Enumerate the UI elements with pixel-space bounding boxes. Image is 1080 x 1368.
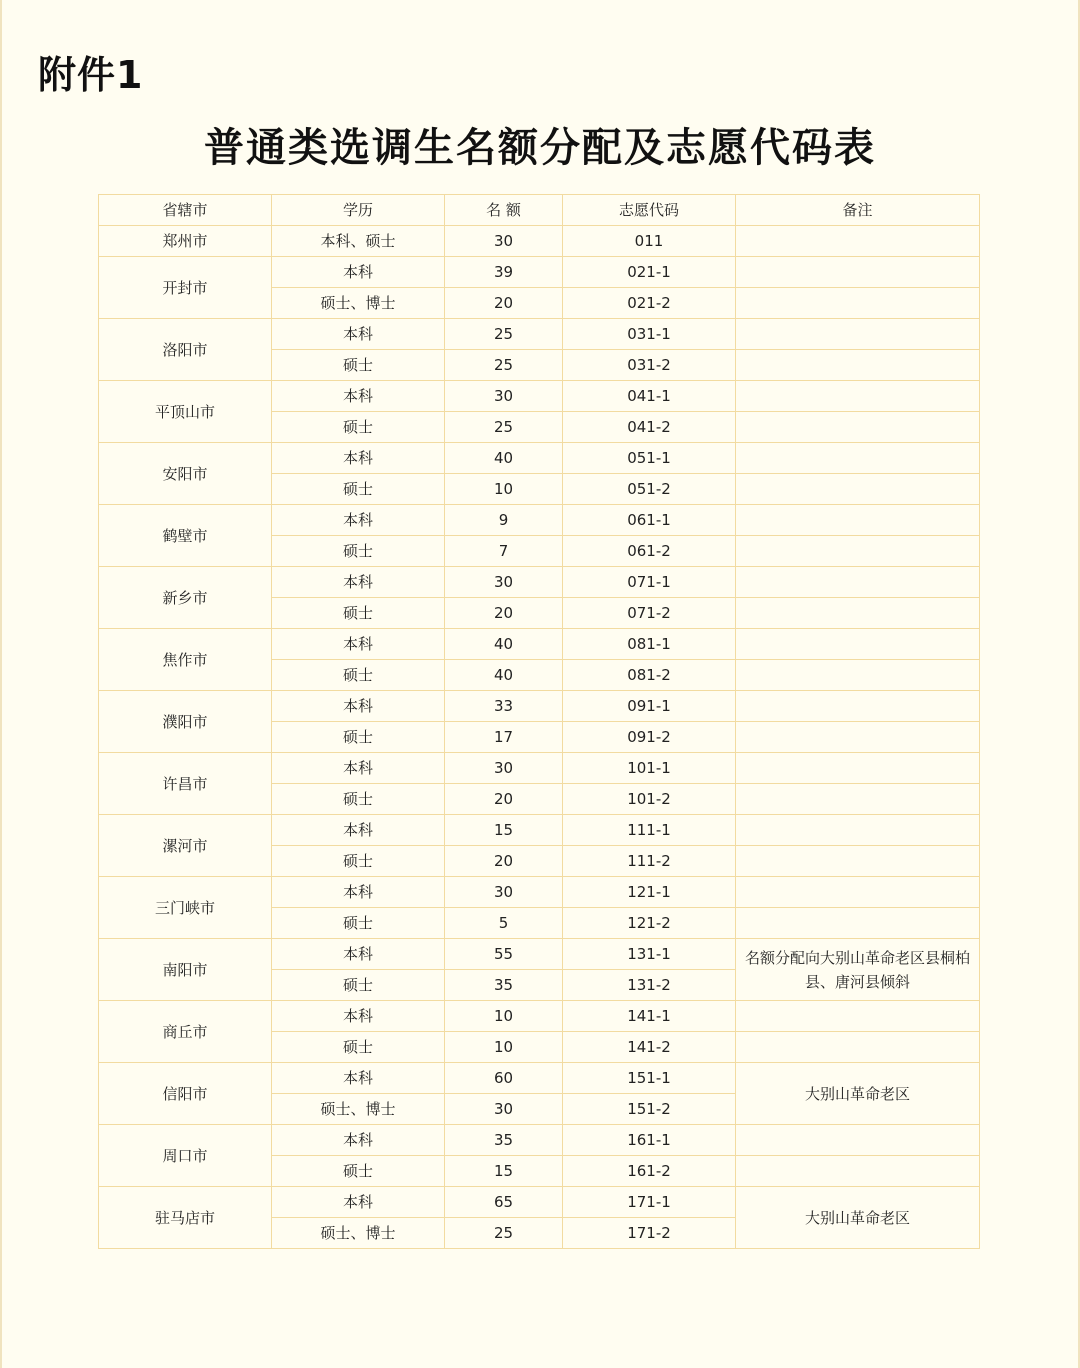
quota-cell: 35 — [445, 1125, 563, 1156]
quota-cell: 15 — [445, 1156, 563, 1187]
quota-cell: 25 — [445, 1218, 563, 1249]
degree-cell: 本科 — [272, 1187, 445, 1218]
code-cell: 121-2 — [563, 908, 736, 939]
note-cell — [736, 691, 980, 722]
degree-cell: 本科 — [272, 567, 445, 598]
code-cell: 041-1 — [563, 381, 736, 412]
column-header-note: 备注 — [736, 195, 980, 226]
quota-cell: 25 — [445, 412, 563, 443]
quota-cell: 40 — [445, 443, 563, 474]
column-header-code: 志愿代码 — [563, 195, 736, 226]
degree-cell: 硕士 — [272, 1032, 445, 1063]
table-row — [99, 691, 980, 722]
degree-cell: 硕士 — [272, 722, 445, 753]
code-cell: 141-1 — [563, 1001, 736, 1032]
code-cell: 061-1 — [563, 505, 736, 536]
table-row — [99, 257, 980, 288]
degree-cell: 硕士、博士 — [272, 1218, 445, 1249]
city-cell: 平顶山市 — [99, 381, 272, 443]
city-cell: 安阳市 — [99, 443, 272, 505]
quota-cell: 10 — [445, 1001, 563, 1032]
table-row — [99, 877, 980, 908]
note-cell — [736, 257, 980, 288]
note-cell — [736, 722, 980, 753]
note-cell — [736, 753, 980, 784]
city-cell: 鹤壁市 — [99, 505, 272, 567]
code-cell: 031-2 — [563, 350, 736, 381]
note-cell — [736, 567, 980, 598]
note-cell — [736, 505, 980, 536]
degree-cell: 硕士 — [272, 350, 445, 381]
note-cell — [736, 474, 980, 505]
note-cell — [736, 846, 980, 877]
quota-cell: 20 — [445, 784, 563, 815]
city-cell: 新乡市 — [99, 567, 272, 629]
quota-cell: 30 — [445, 877, 563, 908]
code-cell: 151-1 — [563, 1063, 736, 1094]
note-cell — [736, 784, 980, 815]
code-cell: 091-2 — [563, 722, 736, 753]
code-cell: 111-2 — [563, 846, 736, 877]
table-row — [99, 226, 980, 257]
quota-cell: 10 — [445, 474, 563, 505]
quota-cell: 20 — [445, 598, 563, 629]
code-cell: 091-1 — [563, 691, 736, 722]
page-left-border — [0, 0, 2, 1368]
note-cell — [736, 226, 980, 257]
attachment-label: 附件1 — [38, 53, 144, 97]
city-cell: 洛阳市 — [99, 319, 272, 381]
code-cell: 061-2 — [563, 536, 736, 567]
city-cell: 驻马店市 — [99, 1187, 272, 1249]
code-cell: 131-1 — [563, 939, 736, 970]
quota-cell: 40 — [445, 660, 563, 691]
degree-cell: 本科 — [272, 629, 445, 660]
degree-cell: 硕士 — [272, 846, 445, 877]
note-cell — [736, 350, 980, 381]
table-row — [99, 443, 980, 474]
note-cell — [736, 288, 980, 319]
column-header-degree: 学历 — [272, 195, 445, 226]
note-cell: 大别山革命老区 — [736, 1063, 980, 1125]
table-row — [99, 939, 980, 970]
quota-table — [98, 194, 980, 1249]
degree-cell: 本科 — [272, 443, 445, 474]
quota-cell: 55 — [445, 939, 563, 970]
quota-cell: 60 — [445, 1063, 563, 1094]
code-cell: 071-2 — [563, 598, 736, 629]
city-cell: 三门峡市 — [99, 877, 272, 939]
city-cell: 许昌市 — [99, 753, 272, 815]
table-row — [99, 381, 980, 412]
quota-cell: 17 — [445, 722, 563, 753]
note-cell — [736, 536, 980, 567]
table-body — [99, 226, 980, 1249]
quota-cell: 30 — [445, 753, 563, 784]
table-row — [99, 567, 980, 598]
table-row — [99, 753, 980, 784]
note-cell: 大别山革命老区 — [736, 1187, 980, 1249]
degree-cell: 本科 — [272, 691, 445, 722]
note-cell — [736, 443, 980, 474]
code-cell: 171-1 — [563, 1187, 736, 1218]
note-cell — [736, 412, 980, 443]
table-row — [99, 505, 980, 536]
quota-cell: 25 — [445, 350, 563, 381]
quota-cell: 30 — [445, 226, 563, 257]
degree-cell: 硕士 — [272, 474, 445, 505]
code-cell: 151-2 — [563, 1094, 736, 1125]
city-cell: 周口市 — [99, 1125, 272, 1187]
quota-cell: 5 — [445, 908, 563, 939]
quota-cell: 30 — [445, 1094, 563, 1125]
code-cell: 081-1 — [563, 629, 736, 660]
note-cell — [736, 908, 980, 939]
code-cell: 101-2 — [563, 784, 736, 815]
degree-cell: 本科 — [272, 877, 445, 908]
table-row — [99, 815, 980, 846]
quota-cell: 35 — [445, 970, 563, 1001]
quota-cell: 65 — [445, 1187, 563, 1218]
code-cell: 131-2 — [563, 970, 736, 1001]
code-cell: 161-2 — [563, 1156, 736, 1187]
table-row — [99, 319, 980, 350]
quota-cell: 10 — [445, 1032, 563, 1063]
code-cell: 031-1 — [563, 319, 736, 350]
code-cell: 011 — [563, 226, 736, 257]
quota-cell: 9 — [445, 505, 563, 536]
degree-cell: 硕士、博士 — [272, 1094, 445, 1125]
code-cell: 051-2 — [563, 474, 736, 505]
degree-cell: 硕士 — [272, 784, 445, 815]
note-cell — [736, 319, 980, 350]
code-cell: 081-2 — [563, 660, 736, 691]
degree-cell: 硕士 — [272, 536, 445, 567]
degree-cell: 硕士 — [272, 1156, 445, 1187]
note-cell — [736, 660, 980, 691]
note-cell: 名额分配向大别山革命老区县桐柏县、唐河县倾斜 — [736, 939, 980, 1001]
degree-cell: 本科 — [272, 753, 445, 784]
degree-cell: 本科 — [272, 1125, 445, 1156]
city-cell: 漯河市 — [99, 815, 272, 877]
degree-cell: 硕士 — [272, 970, 445, 1001]
degree-cell: 本科 — [272, 505, 445, 536]
column-header-city: 省辖市 — [99, 195, 272, 226]
code-cell: 161-1 — [563, 1125, 736, 1156]
quota-cell: 7 — [445, 536, 563, 567]
note-cell — [736, 629, 980, 660]
quota-cell: 30 — [445, 567, 563, 598]
city-cell: 南阳市 — [99, 939, 272, 1001]
note-cell — [736, 598, 980, 629]
note-cell — [736, 1125, 980, 1156]
code-cell: 071-1 — [563, 567, 736, 598]
table-row — [99, 1001, 980, 1032]
degree-cell: 本科 — [272, 319, 445, 350]
code-cell: 141-2 — [563, 1032, 736, 1063]
city-cell: 开封市 — [99, 257, 272, 319]
degree-cell: 本科 — [272, 381, 445, 412]
quota-cell: 15 — [445, 815, 563, 846]
page-title: 普通类选调生名额分配及志愿代码表 — [204, 125, 876, 171]
degree-cell: 本科、硕士 — [272, 226, 445, 257]
note-cell — [736, 381, 980, 412]
degree-cell: 本科 — [272, 1063, 445, 1094]
table-header-row — [99, 195, 980, 226]
quota-cell: 20 — [445, 288, 563, 319]
city-cell: 商丘市 — [99, 1001, 272, 1063]
degree-cell: 硕士 — [272, 908, 445, 939]
table-row — [99, 629, 980, 660]
column-header-quota: 名 额 — [445, 195, 563, 226]
degree-cell: 本科 — [272, 257, 445, 288]
quota-cell: 20 — [445, 846, 563, 877]
city-cell: 郑州市 — [99, 226, 272, 257]
note-cell — [736, 1156, 980, 1187]
degree-cell: 硕士 — [272, 660, 445, 691]
degree-cell: 本科 — [272, 815, 445, 846]
quota-cell: 39 — [445, 257, 563, 288]
code-cell: 121-1 — [563, 877, 736, 908]
quota-cell: 40 — [445, 629, 563, 660]
code-cell: 101-1 — [563, 753, 736, 784]
degree-cell: 硕士、博士 — [272, 288, 445, 319]
degree-cell: 硕士 — [272, 412, 445, 443]
note-cell — [736, 1001, 980, 1032]
table-row — [99, 1125, 980, 1156]
code-cell: 041-2 — [563, 412, 736, 443]
degree-cell: 硕士 — [272, 598, 445, 629]
quota-cell: 30 — [445, 381, 563, 412]
city-cell: 濮阳市 — [99, 691, 272, 753]
code-cell: 021-2 — [563, 288, 736, 319]
city-cell: 信阳市 — [99, 1063, 272, 1125]
code-cell: 171-2 — [563, 1218, 736, 1249]
quota-cell: 33 — [445, 691, 563, 722]
table-row — [99, 1187, 980, 1218]
quota-cell: 25 — [445, 319, 563, 350]
note-cell — [736, 877, 980, 908]
table-row — [99, 1063, 980, 1094]
code-cell: 111-1 — [563, 815, 736, 846]
degree-cell: 本科 — [272, 939, 445, 970]
city-cell: 焦作市 — [99, 629, 272, 691]
note-cell — [736, 815, 980, 846]
code-cell: 051-1 — [563, 443, 736, 474]
degree-cell: 本科 — [272, 1001, 445, 1032]
note-cell — [736, 1032, 980, 1063]
code-cell: 021-1 — [563, 257, 736, 288]
